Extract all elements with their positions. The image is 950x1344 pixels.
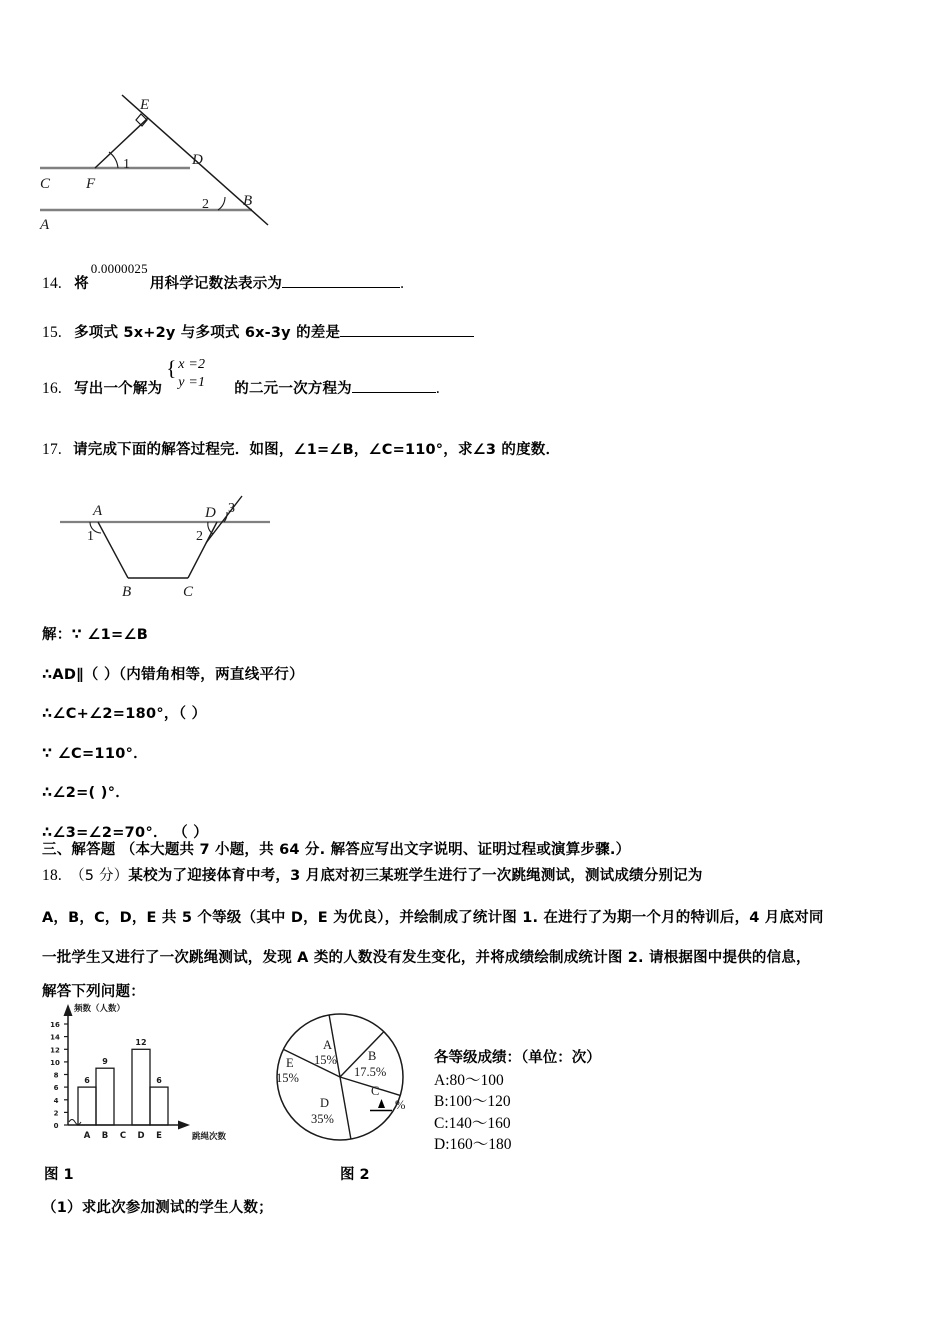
- pie-value-A: 15%: [314, 1053, 337, 1067]
- caption-figure-1: 图 1: [44, 1167, 74, 1183]
- pie-value-D: 35%: [311, 1112, 334, 1126]
- geometry-figure-top-svg: [30, 75, 350, 235]
- grade-legend: [434, 1048, 601, 1156]
- question-14-end: .: [400, 275, 405, 293]
- solution-step-6[interactable]: ∴∠3=∠2=70°． （ ）: [42, 825, 209, 841]
- question-16: [42, 356, 440, 399]
- question-18-text-1: 某校为了迎接体育中考，3 月底对初三某班学生进行了一次跳绳测试，测试成绩分别记为: [128, 868, 703, 884]
- trapezoid-label-angle-2: 2: [196, 529, 203, 544]
- geometry-figure-top: [30, 75, 350, 235]
- y-axis-title: 频数（人数）: [74, 1004, 126, 1014]
- x-label-E: E: [156, 1131, 162, 1141]
- solution-step-4: ∵ ∠C=110°．: [42, 746, 148, 762]
- bar-value-B: 9: [102, 1057, 108, 1066]
- pie-value-B: 17.5%: [354, 1065, 387, 1079]
- question-14: [42, 261, 405, 294]
- bar-E: [150, 1087, 168, 1125]
- bar-value-D: 12: [135, 1038, 147, 1047]
- pie-chart-svg: [268, 1004, 420, 1150]
- question-18-text-4: 解答下列问题：: [42, 984, 145, 1000]
- solution-step-1: 解：∵ ∠1=∠B: [42, 627, 149, 643]
- bar-B: [96, 1068, 114, 1125]
- solution-step-5[interactable]: ∴∠2=( )°．: [42, 785, 131, 801]
- svg-text:14: 14: [50, 1033, 60, 1042]
- x-label-B: B: [101, 1131, 109, 1141]
- bar-chart-svg: [42, 1000, 262, 1148]
- question-18-text-3: 一批学生又进行了一次跳绳测试，发现 A 类的人数没有发生变化，并将成绩绘制成统计图 2. 请根据图中提供的信息，: [42, 950, 811, 966]
- bar-A: [78, 1087, 96, 1125]
- question-18-number: 18.: [42, 867, 62, 884]
- figure-label-angle-1: 1: [123, 157, 130, 172]
- bar-chart-figure-1: [42, 1000, 262, 1148]
- question-16-answer-blank[interactable]: [352, 378, 436, 393]
- pie-chart-figure-2: [268, 1004, 420, 1150]
- question-16-number: 16.: [42, 380, 62, 397]
- question-15-number: 15.: [42, 324, 62, 341]
- question-16-end: .: [435, 380, 440, 397]
- figure-label-D: D: [192, 152, 203, 168]
- svg-text:10: 10: [50, 1058, 60, 1067]
- figure-label-angle-2: 2: [202, 197, 209, 212]
- question-18-text-2: A，B，C，D，E 共 5 个等级（其中 D，E 为优良），并绘制成了统计图 1. 在进行了为期一个月的特训后，4 月底对同: [42, 910, 824, 926]
- trapezoid-label-angle-3: 3: [228, 501, 235, 516]
- section-3-heading-text: 三、解答题 （本大题共 7 小题，共 64 分. 解答应写出文字说明、证明过程或演算步骤.）: [42, 842, 631, 858]
- x-label-C: C: [119, 1131, 127, 1141]
- question-17-number: 17.: [42, 441, 62, 458]
- question-17-text: 请完成下面的解答过程完．如图，∠1=∠B，∠C=110°，求∠3 的度数．: [73, 442, 561, 458]
- svg-text:0: 0: [53, 1122, 59, 1130]
- caption-figure-2: 图 2: [340, 1167, 370, 1183]
- question-15-text: 多项式 5x+2y 与多项式 6x-3y 的差是: [74, 325, 341, 341]
- trapezoid-label-A: A: [93, 503, 103, 519]
- bar-D: [132, 1049, 150, 1125]
- legend-item-A: A:80～100: [434, 1071, 504, 1089]
- svg-text:%: %: [395, 1098, 406, 1112]
- question-18-sub-1: [42, 1198, 273, 1218]
- y-axis-arrow: [64, 1004, 73, 1016]
- trapezoid-label-angle-1: 1: [87, 529, 94, 544]
- question-14-lead: 将: [74, 276, 89, 293]
- figure-label-A: A: [40, 217, 50, 233]
- pie-label-C: C: [371, 1084, 380, 1098]
- question-18-sub-1-text: （1）求此次参加测试的学生人数；: [42, 1200, 273, 1216]
- bars: [78, 1049, 168, 1125]
- question-14-answer-blank[interactable]: [282, 273, 400, 288]
- legend-item-B: B:100～120: [434, 1093, 511, 1110]
- trapezoid-label-C: C: [183, 584, 194, 600]
- system-brace: {: [166, 356, 177, 380]
- question-18-line-3: [42, 948, 811, 968]
- section-3-heading: [42, 840, 630, 860]
- question-14-tail: 用科学记数法表示为: [149, 276, 283, 293]
- bar-value-A: 6: [84, 1076, 90, 1085]
- svg-text:12: 12: [50, 1046, 60, 1055]
- figure-label-B: B: [243, 193, 253, 209]
- legend-title: 各等级成绩：（单位：次）: [434, 1050, 601, 1066]
- pie-label-D: D: [320, 1096, 330, 1110]
- system-line-1: x =2: [178, 357, 206, 372]
- svg-text:2: 2: [53, 1109, 59, 1118]
- system-line-2: y =1: [178, 375, 206, 390]
- svg-text:4: 4: [53, 1096, 59, 1105]
- question-18-line-4: [42, 982, 145, 1002]
- question-14-value: 0.0000025: [90, 261, 148, 276]
- solution-step-3[interactable]: ∴∠C+∠2=180°，（ ）: [42, 706, 207, 722]
- pie-label-A: A: [323, 1038, 333, 1052]
- y-axis-ticks: [50, 1021, 68, 1130]
- question-17: [42, 440, 560, 460]
- legend-item-C: C:140～160: [434, 1114, 511, 1132]
- x-label-A: A: [83, 1131, 91, 1141]
- legend-item-D: D:160～180: [434, 1136, 512, 1153]
- figure-label-E: E: [140, 97, 150, 113]
- solution-step-2[interactable]: ∴AD∥（ ）（内错角相等，两直线平行）: [42, 667, 304, 683]
- question-15-answer-blank[interactable]: [340, 322, 474, 337]
- question-15: [42, 322, 474, 343]
- bar-value-E: 6: [156, 1076, 162, 1085]
- x-axis-arrow: [178, 1121, 190, 1130]
- pie-label-E: E: [286, 1056, 294, 1070]
- trapezoid-label-D: D: [205, 505, 216, 521]
- axis-break-mark: [69, 1120, 81, 1125]
- question-16-system: [162, 356, 234, 393]
- pie-label-B: B: [368, 1049, 377, 1063]
- svg-text:8: 8: [53, 1071, 59, 1080]
- geometry-figure-trapezoid-svg: [60, 488, 310, 608]
- question-16-tail: 的二元一次方程为: [234, 381, 352, 397]
- x-axis-title: 跳绳次数: [192, 1132, 227, 1142]
- figure-label-C: C: [40, 176, 51, 192]
- x-label-D: D: [137, 1131, 145, 1141]
- question-18-line-1: [42, 866, 703, 886]
- trapezoid-label-B: B: [122, 584, 132, 600]
- question-18-score: （5 分）: [70, 868, 129, 884]
- pie-value-E: 15%: [276, 1071, 299, 1085]
- question-16-lead: 写出一个解为: [74, 381, 163, 397]
- svg-text:16: 16: [50, 1021, 60, 1029]
- question-18-line-2: [42, 908, 824, 928]
- svg-text:6: 6: [53, 1084, 59, 1093]
- question-14-number: 14.: [42, 275, 62, 293]
- figure-label-F: F: [86, 176, 96, 192]
- geometry-figure-trapezoid: [60, 488, 310, 608]
